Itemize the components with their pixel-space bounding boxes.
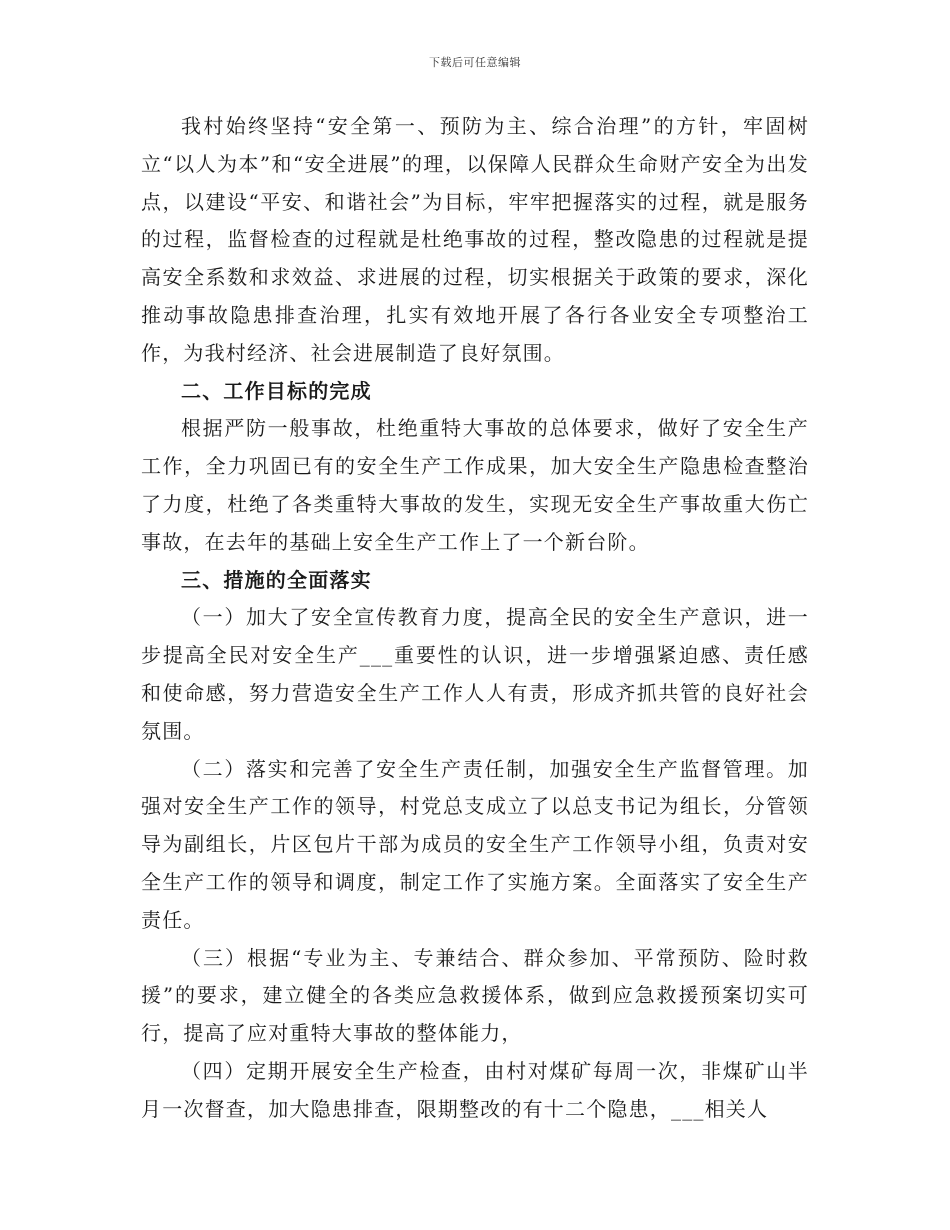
paragraph-measure-4: （四）定期开展安全生产检查，由村对煤矿每周一次，非煤矿山半月一次督查，加大隐患排查，限期整改的有十二个隐患，___相关人 [141, 1058, 809, 1121]
paragraph-intro: 我村始终坚持“安全第一、预防为主、综合治理”的方针，牢固树立“以人为本”和“安全进展”的理，以保障人民群众生命财产安全为出发点，以建设“平安、和谐社会”为目标，牢牢把握落实的过程，就是服务的过程，监督检查的过程就是杜绝事故的过程，整改隐患的过程就是提高安全系数和求效益、求进展的过程，切实根据关于政策的要求，深化推动事故隐患排查治理，扎实有效地开展了各行各业安全专项整治工作，为我村经济、社会进展制造了良好氛围。 [141, 114, 809, 365]
paragraph-measure-1: （一）加大了安全宣传教育力度，提高全民的安全生产意识，进一步提高全民对安全生产___重要性的认识，进一步增强紧迫感、责任感和使命感，努力营造安全生产工作人人有责，形成齐抓共管的良好社会氛围。 [141, 605, 809, 743]
document-body [141, 108, 809, 1129]
page-header: 下载后可任意编辑 [429, 56, 521, 69]
paragraph-goals: 根据严防一般事故，杜绝重特大事故的总体要求，做好了安全生产工作，全力巩固已有的安全生产工作成果，加大安全生产隐患检查整治了力度，杜绝了各类重特大事故的发生，实现无安全生产事故重大伤亡事故，在去年的基础上安全生产工作上了一个新台阶。 [141, 416, 809, 554]
section-heading-goals: 二、工作目标的完成 [181, 378, 372, 403]
paragraph-measure-3: （三）根据“专业为主、专兼结合、群众参加、平常预防、险时救援”的要求，建立健全的各类应急救援体系，做到应急救援预案切实可行，提高了应对重特大事故的整体能力， [141, 945, 809, 1046]
paragraph-measure-2: （二）落实和完善了安全生产责任制，加强安全生产监督管理。加强对安全生产工作的领导，村党总支成立了以总支书记为组长，分管领导为副组长，片区包片干部为成员的安全生产工作领导小组，负责对安全生产工作的领导和调度，制定工作了实施方案。全面落实了安全生产责任。 [141, 756, 809, 932]
section-heading-measures: 三、措施的全面落实 [181, 567, 372, 592]
